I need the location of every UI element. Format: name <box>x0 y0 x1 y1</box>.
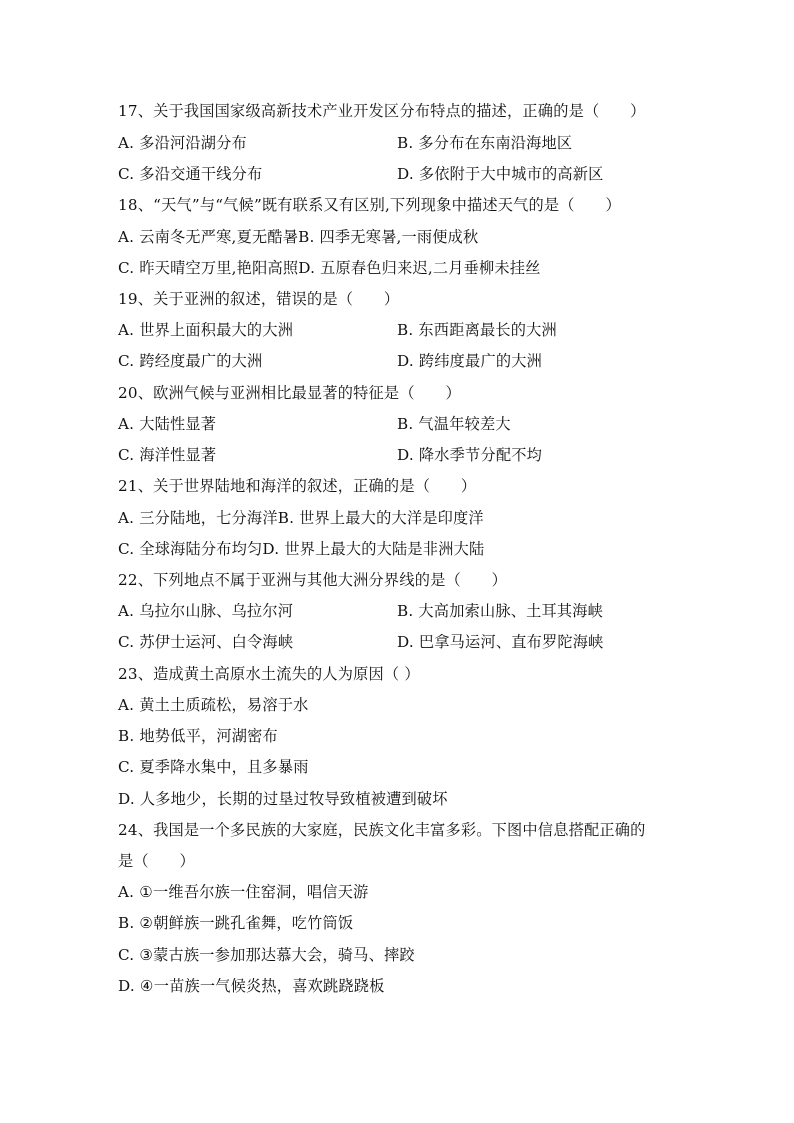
question-22-stem: 22、下列地点不属于亚洲与其他大洲分界线的是（ ） <box>118 571 508 589</box>
question-24-option-c: C. ③蒙古族一参加那达慕大会，骑马、摔跤 <box>118 946 415 964</box>
question-20-option-d: D. 降水季节分配不均 <box>397 446 542 464</box>
question-22-option-d: D. 巴拿马运河、直布罗陀海峡 <box>397 633 604 651</box>
question-24-stem-continued: 是（ ） <box>118 852 195 870</box>
question-17-stem: 17、关于我国国家级高新技术产业开发区分布特点的描述，正确的是（ ） <box>118 102 646 120</box>
question-20-option-a: A. 大陆性显著 <box>118 415 217 433</box>
question-23-option-a: A. 黄土土质疏松，易溶于水 <box>118 696 309 714</box>
question-24-option-b: B. ②朝鲜族一跳孔雀舞，吃竹筒饭 <box>118 914 354 932</box>
question-17-option-c: C. 多沿交通干线分布 <box>118 165 263 183</box>
question-19-option-a: A. 世界上面积最大的大洲 <box>118 321 294 339</box>
question-18-stem: 18、“天气”与“气候”既有联系又有区别,下列现象中描述天气的是（ ） <box>118 196 621 214</box>
question-17-option-d: D. 多依附于大中城市的高新区 <box>397 165 604 183</box>
question-20-option-c: C. 海洋性显著 <box>118 446 217 464</box>
question-18-options-cd: C. 昨天晴空万里,艳阳高照D. 五原春色归来迟,二月垂柳未挂丝 <box>118 259 541 277</box>
question-21-stem: 21、关于世界陆地和海洋的叙述，正确的是（ ） <box>118 477 477 495</box>
question-22-option-a: A. 乌拉尔山脉、乌拉尔河 <box>118 602 294 620</box>
question-24-stem: 24、我国是一个多民族的大家庭，民族文化丰富多彩。下图中信息搭配正确的 <box>118 821 646 839</box>
question-20-option-b: B. 气温年较差大 <box>397 415 511 433</box>
question-19-option-d: D. 跨纬度最广的大洲 <box>397 352 542 370</box>
question-21-options-cd: C. 全球海陆分布均匀D. 世界上最大的大陆是非洲大陆 <box>118 540 485 558</box>
question-19-option-c: C. 跨经度最广的大洲 <box>118 352 263 370</box>
question-24-option-a: A. ①一维吾尔族一住窑洞，唱信天游 <box>118 883 369 901</box>
question-19-stem: 19、关于亚洲的叙述，错误的是（ ） <box>118 290 400 308</box>
question-23-option-c: C. 夏季降水集中，且多暴雨 <box>118 758 309 776</box>
question-23-option-d: D. 人多地少，长期的过垦过牧导致植被遭到破坏 <box>118 790 448 808</box>
question-21-options-ab: A. 三分陆地，七分海洋B. 世界上最大的大洋是印度洋 <box>118 509 484 527</box>
question-22-option-b: B. 大高加索山脉、土耳其海峡 <box>397 602 604 620</box>
question-17-option-a: A. 多沿河沿湖分布 <box>118 134 247 152</box>
question-17-option-b: B. 多分布在东南沿海地区 <box>397 134 573 152</box>
question-20-stem: 20、欧洲气候与亚洲相比最显著的特征是（ ） <box>118 384 461 402</box>
question-24-option-d: D. ④一苗族一气候炎热，喜欢跳跷跷板 <box>118 977 385 995</box>
question-22-option-c: C. 苏伊士运河、白令海峡 <box>118 633 294 651</box>
question-19-option-b: B. 东西距离最长的大洲 <box>397 321 557 339</box>
question-23-stem: 23、造成黄土高原水土流失的人为原因（ ） <box>118 665 420 683</box>
question-23-option-b: B. 地势低平，河湖密布 <box>118 727 278 745</box>
question-18-options-ab: A. 云南冬无严寒,夏无酷暑B. 四季无寒暑,一雨便成秋 <box>118 228 479 246</box>
